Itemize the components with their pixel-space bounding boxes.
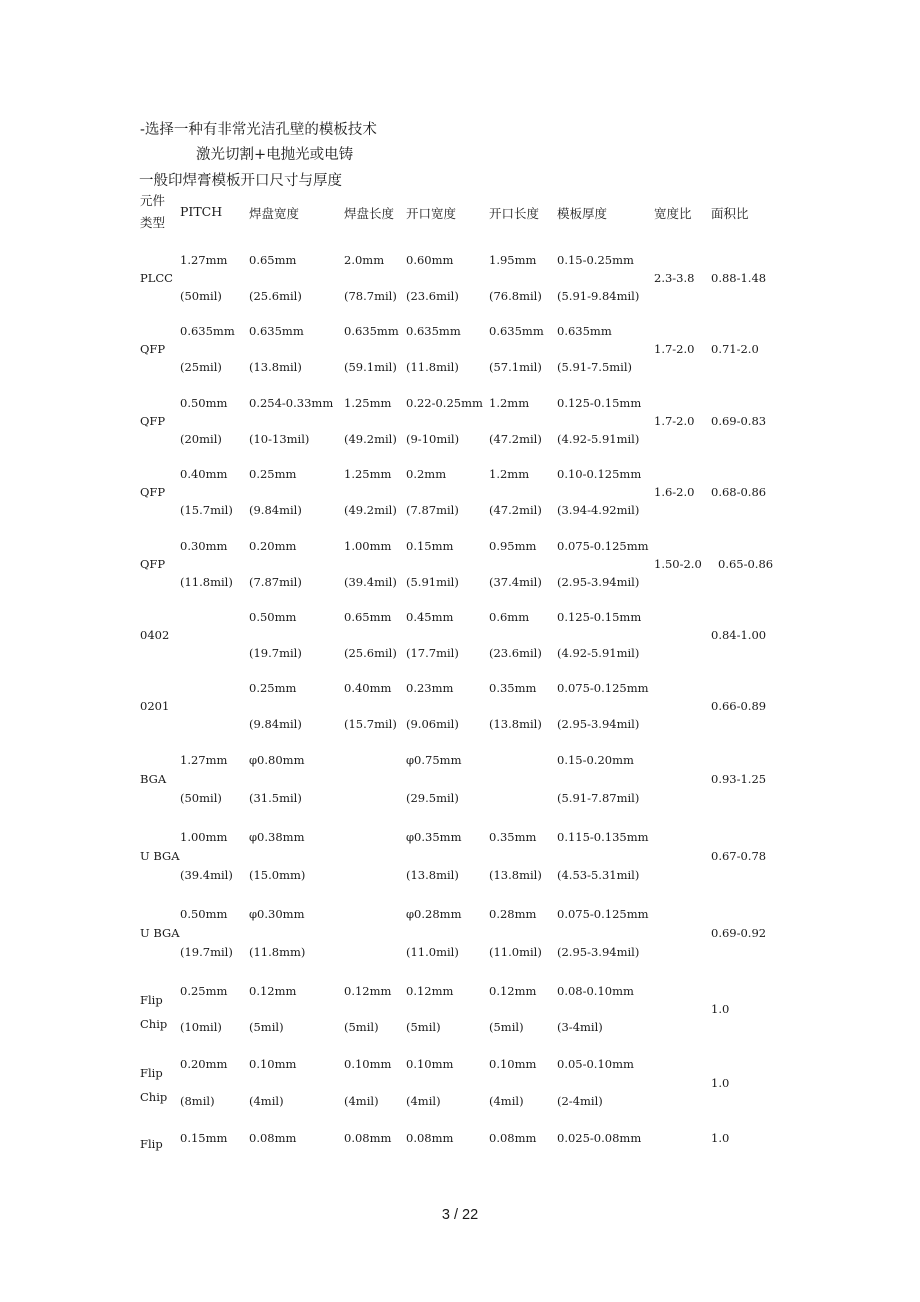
cell-area-ratio: 0.71-2.0 [711, 342, 759, 356]
cell-thickness-mm: 0.08-0.10mm [557, 984, 634, 998]
header-pitch: PITCH [180, 204, 223, 219]
cell-pad-length-mil: (4mil) [344, 1094, 379, 1108]
cell-pitch-mil: (20mil) [180, 432, 222, 446]
cell-aperture-length-mm: 0.35mm [489, 830, 537, 844]
cell-aperture-length-mil: (13.8mil) [489, 868, 542, 882]
cell-pad-width-mil: (31.5mil) [249, 791, 302, 805]
cell-aperture-length-mm: 1.2mm [489, 467, 530, 481]
cell-aperture-width-mm: 0.635mm [406, 324, 461, 338]
cell-pad-length-mm: 0.10mm [344, 1057, 392, 1071]
cell-area-ratio: 0.69-0.83 [711, 414, 767, 428]
cell-aperture-length-mil: (13.8mil) [489, 717, 542, 731]
cell-aperture-length-mil: (4mil) [489, 1094, 524, 1108]
cell-area-ratio: 0.88-1.48 [711, 271, 767, 285]
cell-aperture-width-mil: (5.91mil) [406, 575, 459, 589]
cell-pad-width-mil: (11.8mm) [249, 945, 306, 959]
header-aperture-width: 开口宽度 [406, 206, 457, 221]
row-type: PLCC [140, 271, 173, 285]
cell-pitch-mm: 0.635mm [180, 324, 235, 338]
cell-aperture-length-mm: 0.635mm [489, 324, 544, 338]
header-pad-length: 焊盘长度 [344, 206, 395, 221]
cell-area-ratio: 1.0 [711, 1076, 730, 1090]
cell-pitch-mil: (39.4mil) [180, 868, 233, 882]
cell-pitch-mm: 0.15mm [180, 1131, 228, 1145]
cell-pitch-mil: (11.8mil) [180, 575, 233, 589]
cell-pad-width-mil: (7.87mil) [249, 575, 302, 589]
cell-aperture-width-mil: (9.06mil) [406, 717, 459, 731]
cell-pad-length-mm: 0.12mm [344, 984, 392, 998]
cell-pitch-mil: (15.7mil) [180, 503, 233, 517]
cell-area-ratio: 0.84-1.00 [711, 628, 767, 642]
cell-thickness-mil: (4.53-5.31mil) [557, 868, 640, 882]
cell-pad-width-mm: 0.254-0.33mm [249, 396, 334, 410]
cell-area-ratio: 0.69-0.92 [711, 926, 767, 940]
cell-pad-width-mil: (9.84mil) [249, 503, 302, 517]
cell-thickness-mil: (2.95-3.94mil) [557, 575, 640, 589]
cell-thickness-mil: (4.92-5.91mil) [557, 646, 640, 660]
cell-thickness-mil: (5.91-7.5mil) [557, 360, 633, 374]
cell-pad-width-mm: 0.08mm [249, 1131, 297, 1145]
cell-pad-width-mm: φ0.38mm [249, 830, 305, 844]
cell-pad-length-mil: (39.4mil) [344, 575, 397, 589]
cell-aperture-width-mm: 0.12mm [406, 984, 454, 998]
cell-thickness-mm: 0.075-0.125mm [557, 539, 649, 553]
cell-thickness-mm: 0.635mm [557, 324, 612, 338]
cell-thickness-mil: (2.95-3.94mil) [557, 945, 640, 959]
cell-pad-width-mm: φ0.80mm [249, 753, 305, 767]
cell-pad-width-mm: 0.12mm [249, 984, 297, 998]
cell-aperture-length-mil: (76.8mil) [489, 289, 542, 303]
cell-aperture-length-mil: (37.4mil) [489, 575, 542, 589]
cell-aperture-length-mm: 0.08mm [489, 1131, 537, 1145]
cell-aperture-length-mil: (23.6mil) [489, 646, 542, 660]
cell-aperture-width-mil: (5mil) [406, 1020, 441, 1034]
cell-pad-length-mil: (78.7mil) [344, 289, 397, 303]
row-type: Flip [140, 1137, 163, 1151]
cell-pad-length-mil: (5mil) [344, 1020, 379, 1034]
cell-thickness-mil: (3-4mil) [557, 1020, 603, 1034]
cell-thickness-mil: (2.95-3.94mil) [557, 717, 640, 731]
cell-aperture-width-mil: (29.5mil) [406, 791, 459, 805]
cell-thickness-mil: (5.91-7.87mil) [557, 791, 640, 805]
cell-aperture-length-mm: 0.95mm [489, 539, 537, 553]
cell-aperture-width-mm: 0.45mm [406, 610, 454, 624]
cell-aperture-length-mil: (5mil) [489, 1020, 524, 1034]
cell-aperture-length-mm: 0.6mm [489, 610, 530, 624]
intro-bullet: -选择一种有非常光洁孔壁的模板技术 [140, 122, 377, 138]
header-area-ratio: 面积比 [711, 206, 749, 221]
cell-pad-width-mil: (13.8mil) [249, 360, 302, 374]
cell-pitch-mm: 1.27mm [180, 253, 228, 267]
cell-aperture-length-mm: 0.12mm [489, 984, 537, 998]
cell-pitch-mil: (25mil) [180, 360, 222, 374]
cell-width-ratio: 2.3-3.8 [654, 271, 695, 285]
cell-pad-length-mil: (25.6mil) [344, 646, 397, 660]
cell-area-ratio: 1.0 [711, 1002, 730, 1016]
cell-pitch-mil: (50mil) [180, 791, 222, 805]
cell-pad-length-mil: (15.7mil) [344, 717, 397, 731]
cell-pitch-mm: 1.00mm [180, 830, 228, 844]
cell-pitch-mm: 0.30mm [180, 539, 228, 553]
cell-area-ratio: 1.0 [711, 1131, 730, 1145]
cell-width-ratio: 1.50-2.0 [654, 557, 702, 571]
cell-pad-width-mil: (10-13mil) [249, 432, 310, 446]
cell-pitch-mm: 0.20mm [180, 1057, 228, 1071]
cell-aperture-width-mm: 0.23mm [406, 681, 454, 695]
cell-pad-width-mil: (9.84mil) [249, 717, 302, 731]
cell-aperture-length-mm: 1.95mm [489, 253, 537, 267]
cell-thickness-mm: 0.075-0.125mm [557, 907, 649, 921]
cell-pitch-mil: (19.7mil) [180, 945, 233, 959]
cell-width-ratio: 1.6-2.0 [654, 485, 695, 499]
row-type: Flip Chip [140, 993, 168, 1031]
cell-pad-width-mm: 0.25mm [249, 681, 297, 695]
cell-pad-length-mm: 0.08mm [344, 1131, 392, 1145]
cell-pitch-mil: (8mil) [180, 1094, 215, 1108]
cell-aperture-width-mm: 0.10mm [406, 1057, 454, 1071]
cell-aperture-length-mil: (47.2mil) [489, 432, 542, 446]
cell-aperture-width-mm: φ0.35mm [406, 830, 462, 844]
cell-pad-length-mm: 0.65mm [344, 610, 392, 624]
cell-aperture-width-mil: (11.8mil) [406, 360, 459, 374]
cell-aperture-width-mm: φ0.28mm [406, 907, 462, 921]
cell-pad-width-mm: 0.20mm [249, 539, 297, 553]
cell-pitch-mm: 0.25mm [180, 984, 228, 998]
cell-thickness-mm: 0.10-0.125mm [557, 467, 642, 481]
cell-pitch-mil: (10mil) [180, 1020, 222, 1034]
cell-pad-width-mm: φ0.30mm [249, 907, 305, 921]
cell-aperture-length-mm: 0.28mm [489, 907, 537, 921]
row-type: QFP [140, 414, 166, 428]
cell-pad-width-mm: 0.50mm [249, 610, 297, 624]
cell-aperture-length-mm: 0.10mm [489, 1057, 537, 1071]
cell-pad-width-mm: 0.10mm [249, 1057, 297, 1071]
cell-pad-length-mm: 1.00mm [344, 539, 392, 553]
cell-aperture-width-mm: 0.15mm [406, 539, 454, 553]
cell-pitch-mm: 0.50mm [180, 907, 228, 921]
row-type: Flip Chip [140, 1066, 168, 1104]
intro-method: 激光切割+电抛光或电铸 [196, 147, 354, 163]
table-title: 一般印焊膏模板开口尺寸与厚度 [139, 173, 342, 189]
cell-thickness-mm: 0.15-0.25mm [557, 253, 634, 267]
cell-aperture-width-mm: φ0.75mm [406, 753, 462, 767]
cell-pad-length-mm: 0.635mm [344, 324, 399, 338]
cell-pad-width-mm: 0.635mm [249, 324, 304, 338]
cell-pad-length-mm: 0.40mm [344, 681, 392, 695]
cell-aperture-width-mil: (17.7mil) [406, 646, 459, 660]
cell-thickness-mil: (2-4mil) [557, 1094, 603, 1108]
cell-pad-length-mm: 1.25mm [344, 467, 392, 481]
cell-aperture-width-mil: (9-10mil) [406, 432, 460, 446]
cell-area-ratio: 0.68-0.86 [711, 485, 767, 499]
cell-pad-length-mm: 1.25mm [344, 396, 392, 410]
header-pad-width: 焊盘宽度 [249, 206, 300, 221]
row-type: QFP [140, 342, 166, 356]
cell-pitch-mm: 1.27mm [180, 753, 228, 767]
cell-aperture-width-mil: (13.8mil) [406, 868, 459, 882]
cell-thickness-mm: 0.125-0.15mm [557, 396, 642, 410]
cell-thickness-mil: (4.92-5.91mil) [557, 432, 640, 446]
cell-aperture-length-mil: (47.2mil) [489, 503, 542, 517]
cell-area-ratio: 0.66-0.89 [711, 699, 767, 713]
cell-aperture-length-mil: (57.1mil) [489, 360, 542, 374]
cell-area-ratio: 0.67-0.78 [711, 849, 767, 863]
row-type: 0201 [140, 699, 170, 713]
cell-width-ratio: 1.7-2.0 [654, 342, 695, 356]
cell-pad-width-mil: (15.0mm) [249, 868, 306, 882]
row-type: U BGA [140, 926, 180, 940]
header-type: 元件 类型 [140, 193, 166, 230]
cell-thickness-mm: 0.075-0.125mm [557, 681, 649, 695]
row-type: BGA [140, 772, 167, 786]
cell-aperture-width-mm: 0.22-0.25mm [406, 396, 483, 410]
cell-aperture-width-mil: (7.87mil) [406, 503, 459, 517]
cell-thickness-mm: 0.025-0.08mm [557, 1131, 642, 1145]
row-type: QFP [140, 557, 166, 571]
cell-pad-width-mm: 0.25mm [249, 467, 297, 481]
cell-pad-length-mil: (59.1mil) [344, 360, 397, 374]
cell-thickness-mm: 0.125-0.15mm [557, 610, 642, 624]
cell-aperture-length-mm: 0.35mm [489, 681, 537, 695]
cell-pitch-mm: 0.50mm [180, 396, 228, 410]
stencil-aperture-table [137, 190, 787, 1160]
cell-pad-width-mil: (4mil) [249, 1094, 284, 1108]
cell-aperture-length-mm: 1.2mm [489, 396, 530, 410]
header-thickness: 模板厚度 [557, 206, 608, 221]
cell-aperture-width-mm: 0.2mm [406, 467, 447, 481]
cell-thickness-mil: (5.91-9.84mil) [557, 289, 640, 303]
cell-pad-length-mil: (49.2mil) [344, 432, 397, 446]
page-number: 3 / 22 [441, 1207, 479, 1223]
cell-area-ratio: 0.93-1.25 [711, 772, 767, 786]
cell-aperture-width-mm: 0.60mm [406, 253, 454, 267]
cell-pad-length-mm: 2.0mm [344, 253, 385, 267]
cell-pad-width-mil: (25.6mil) [249, 289, 302, 303]
cell-thickness-mm: 0.15-0.20mm [557, 753, 634, 767]
header-aperture-length: 开口长度 [489, 206, 540, 221]
cell-thickness-mm: 0.05-0.10mm [557, 1057, 634, 1071]
cell-area-ratio: 0.65-0.86 [718, 557, 774, 571]
cell-pad-length-mil: (49.2mil) [344, 503, 397, 517]
cell-pitch-mm: 0.40mm [180, 467, 228, 481]
header-width-ratio: 宽度比 [654, 206, 692, 221]
cell-aperture-width-mil: (23.6mil) [406, 289, 459, 303]
cell-thickness-mil: (3.94-4.92mil) [557, 503, 640, 517]
cell-aperture-width-mil: (11.0mil) [406, 945, 459, 959]
cell-width-ratio: 1.7-2.0 [654, 414, 695, 428]
cell-aperture-width-mil: (4mil) [406, 1094, 441, 1108]
row-type: U BGA [140, 849, 180, 863]
cell-pad-width-mil: (19.7mil) [249, 646, 302, 660]
cell-pad-width-mm: 0.65mm [249, 253, 297, 267]
row-type: 0402 [140, 628, 170, 642]
row-type: QFP [140, 485, 166, 499]
cell-aperture-length-mil: (11.0mil) [489, 945, 542, 959]
cell-thickness-mm: 0.115-0.135mm [557, 830, 649, 844]
cell-aperture-width-mm: 0.08mm [406, 1131, 454, 1145]
cell-pitch-mil: (50mil) [180, 289, 222, 303]
cell-pad-width-mil: (5mil) [249, 1020, 284, 1034]
